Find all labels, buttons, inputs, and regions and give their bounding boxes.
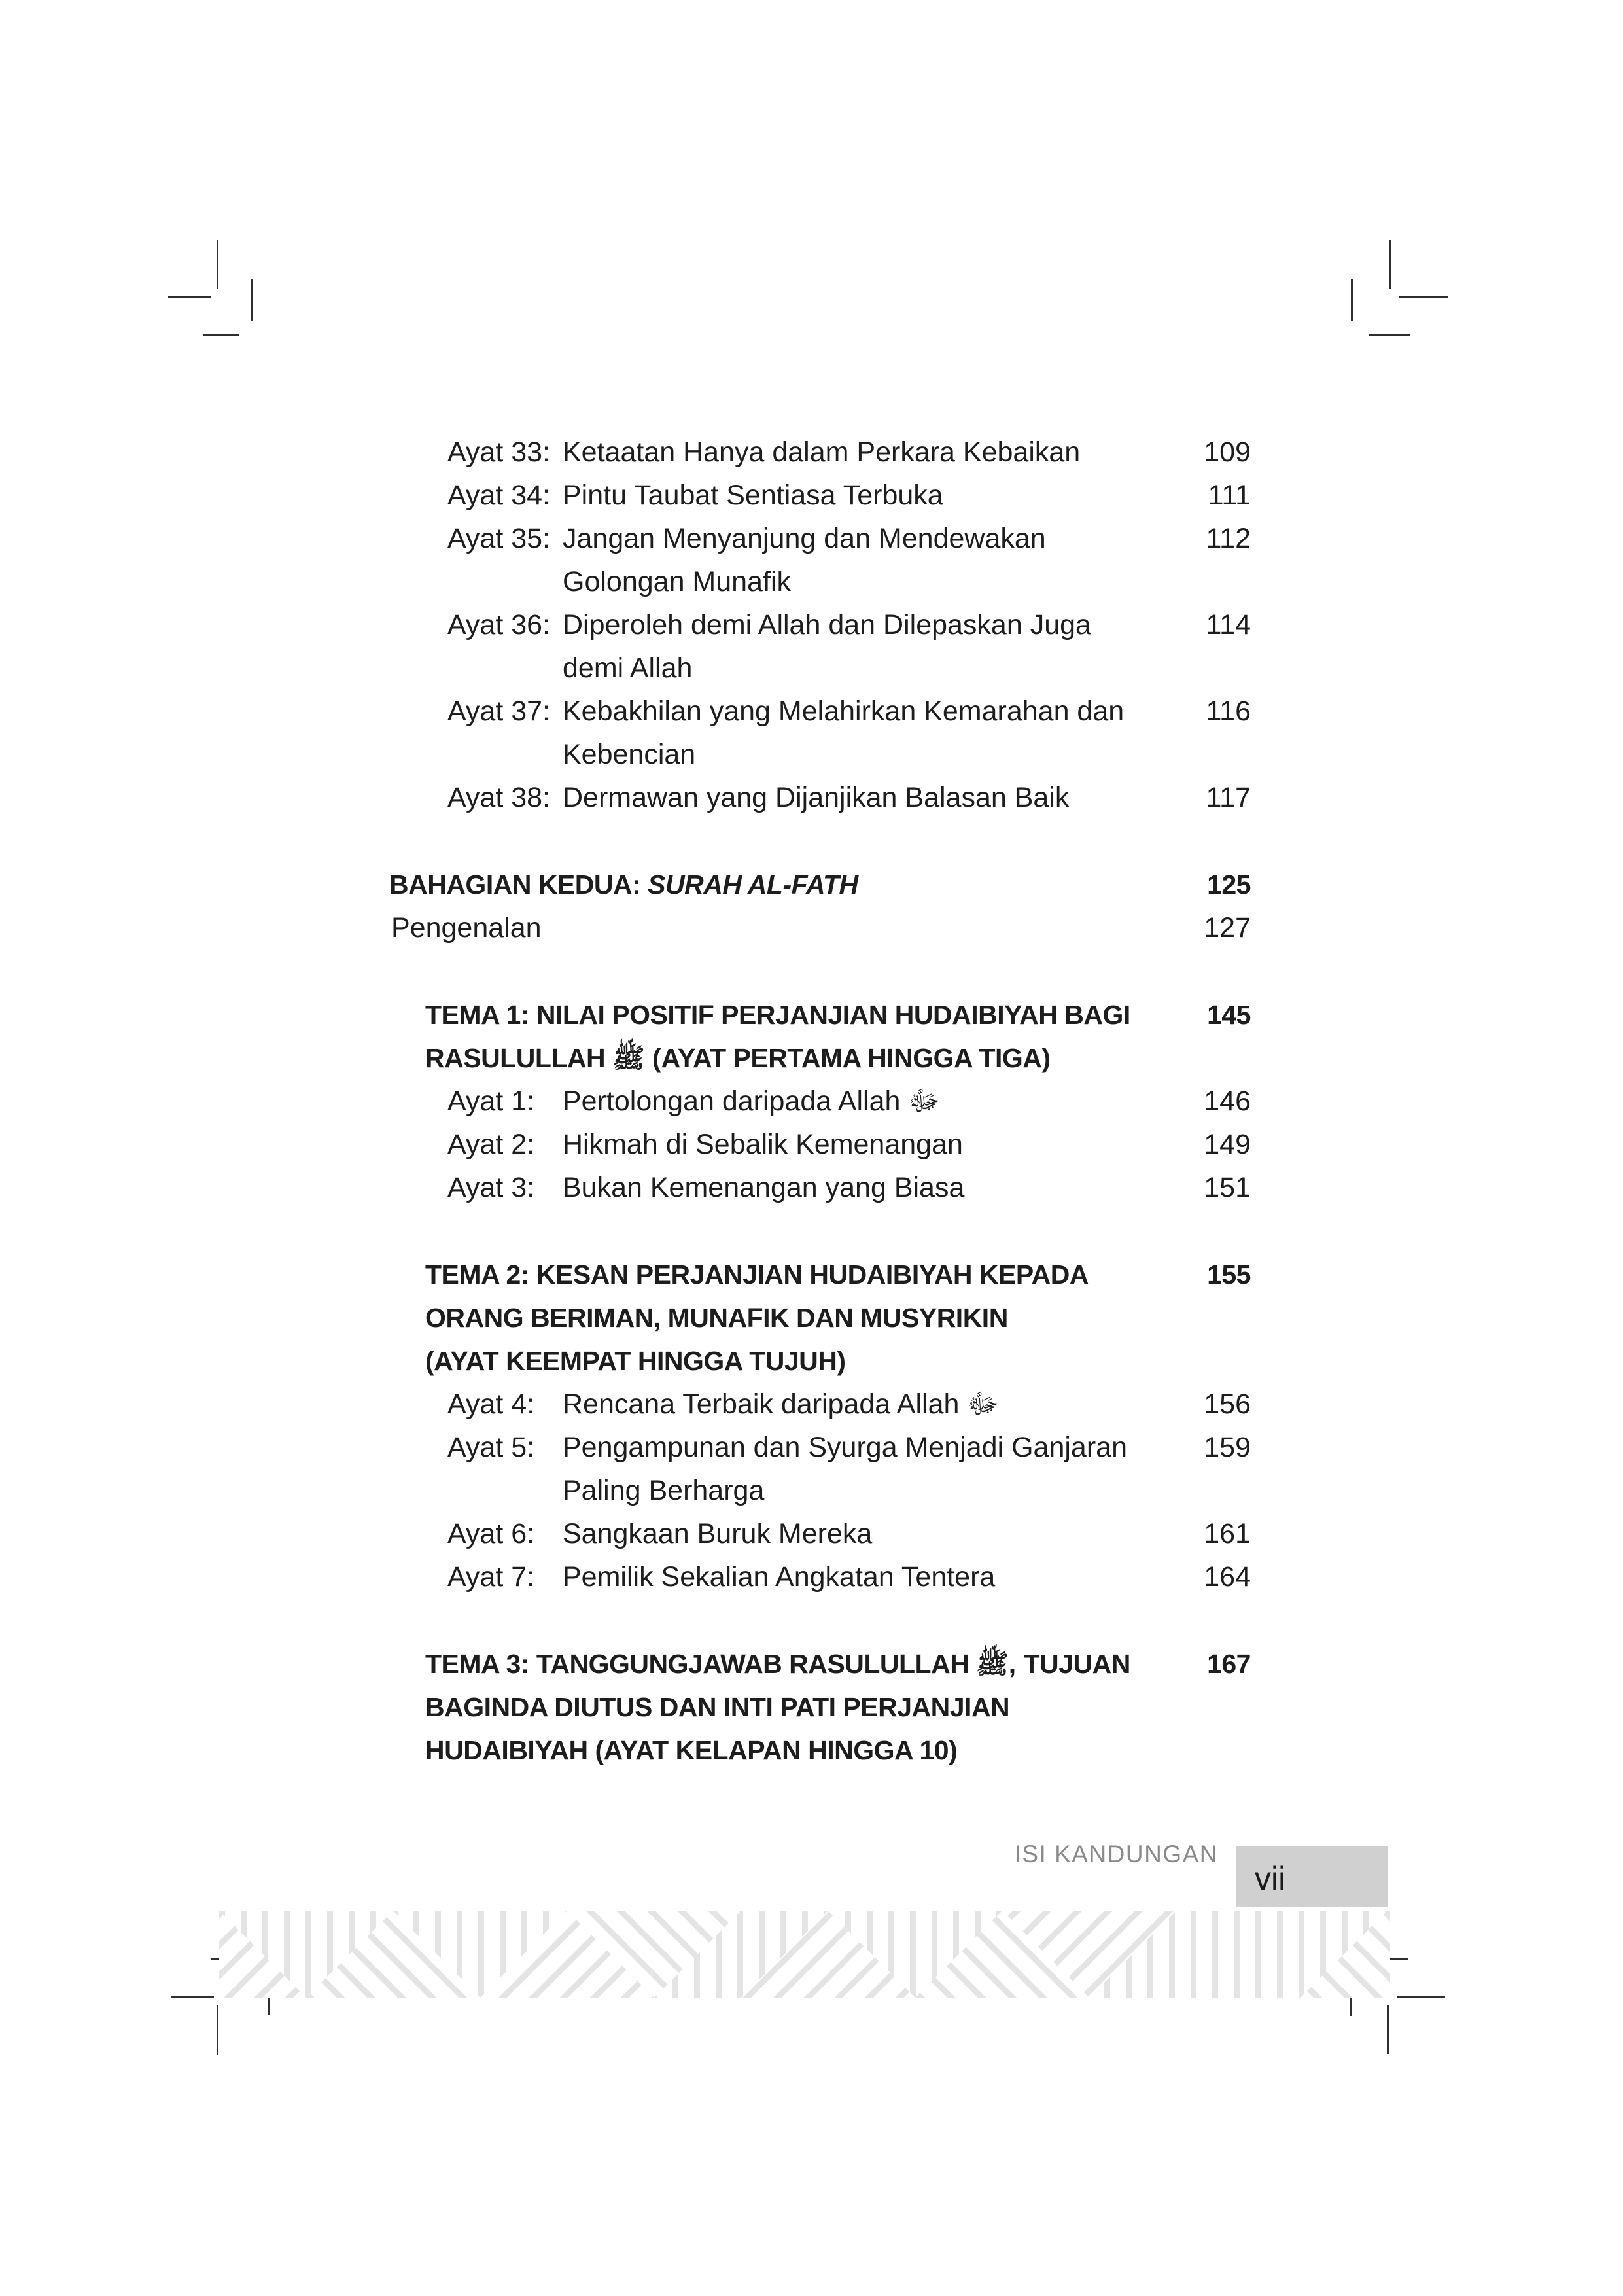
tema-line: HUDAIBIYAH (AYAT KELAPAN HINGGA 10) — [425, 1735, 958, 1765]
ayat-label: Ayat 3: — [447, 1172, 535, 1203]
toc-entry — [0, 517, 1623, 560]
entry-title: Rencana Terbaik daripada Allah ﷻ — [563, 1388, 999, 1420]
page-number: 112 — [1206, 523, 1251, 554]
page-number: 149 — [1204, 1129, 1251, 1160]
toc-entry — [0, 993, 1623, 1080]
tema-line: RASULULLAH ﷺ (AYAT PERTAMA HINGGA TIGA) — [425, 1043, 1051, 1073]
entry-title: Pemilik Sekalian Angkatan Tentera — [563, 1561, 996, 1593]
crop-mark — [217, 240, 218, 289]
toc-entry — [0, 1166, 1623, 1209]
ayat-label: Ayat 2: — [447, 1129, 535, 1160]
entry-title: TEMA 1: NILAI POSITIF PERJANJIAN HUDAIBIYAH BAGI — [425, 1000, 1130, 1030]
crop-mark — [1397, 1996, 1445, 1998]
toc-entry — [0, 906, 1623, 949]
toc-entry — [0, 1512, 1623, 1555]
decorative-pattern-band — [219, 1911, 1390, 1998]
toc-entry — [0, 431, 1623, 474]
page-number: 127 — [1204, 912, 1251, 944]
crop-mark — [1387, 2005, 1389, 2054]
tema-line: ORANG BERIMAN, MUNAFIK DAN MUSYRIKIN — [425, 1303, 1008, 1333]
toc-entry — [0, 776, 1623, 819]
entry-title: Kebakhilan yang Melahirkan Kemarahan dan — [563, 696, 1125, 727]
ayat-label: Ayat 4: — [447, 1388, 535, 1420]
crop-mark — [217, 2005, 218, 2055]
page-number: 156 — [1204, 1388, 1251, 1420]
toc-entry — [0, 603, 1623, 646]
entry-title: Bukan Kemenangan yang Biasa — [563, 1172, 965, 1203]
crop-mark — [1369, 334, 1410, 336]
folio-page-number: vii — [1255, 1860, 1286, 1897]
page-number: 151 — [1204, 1172, 1251, 1203]
tema-line — [425, 993, 1251, 1036]
page-number: 167 — [1207, 1649, 1251, 1679]
toc-entry — [0, 474, 1623, 517]
folio-box — [1236, 1846, 1388, 1907]
crop-mark — [1389, 240, 1391, 289]
page-number: 164 — [1204, 1561, 1251, 1593]
entry-title-continuation: demi Allah — [563, 652, 693, 684]
entry-title-continuation: Kebencian — [563, 739, 696, 770]
ayat-label: Ayat 33: — [447, 436, 550, 468]
crop-mark — [1351, 279, 1353, 321]
entry-title: Dermawan yang Dijanjikan Balasan Baik — [563, 782, 1070, 813]
toc-entry — [0, 690, 1623, 733]
entry-title-continuation: Golongan Munafik — [563, 566, 791, 597]
page-number: 116 — [1206, 696, 1251, 727]
entry-title: Pengenalan — [391, 912, 542, 944]
entry-title: Diperoleh demi Allah dan Dilepaskan Juga — [563, 609, 1091, 641]
tema-line: (AYAT KEEMPAT HINGGA TUJUH) — [425, 1346, 846, 1376]
crop-mark — [171, 1996, 214, 1998]
ayat-label: Ayat 37: — [447, 696, 550, 727]
page-number: 159 — [1204, 1432, 1251, 1463]
footer-section-label: ISI KANDUNGAN — [1014, 1841, 1218, 1867]
crop-mark — [251, 279, 253, 321]
entry-title: Pertolongan daripada Allah ﷻ — [563, 1086, 940, 1117]
page-number: 117 — [1206, 782, 1251, 813]
toc-entry — [0, 1253, 1623, 1383]
toc-entry — [0, 863, 1623, 906]
page-number: 146 — [1204, 1086, 1251, 1117]
ayat-label: Ayat 35: — [447, 523, 550, 554]
ayat-label: Ayat 6: — [447, 1518, 535, 1549]
page-number: 161 — [1204, 1518, 1251, 1549]
entry-title: Hikmah di Sebalik Kemenangan — [563, 1129, 963, 1160]
part-label: BAHAGIAN KEDUA: — [389, 870, 648, 900]
toc-entry — [0, 1123, 1623, 1166]
toc-entry — [0, 1383, 1623, 1426]
page-number: 125 — [1207, 870, 1251, 900]
entry-title-continuation: Paling Berharga — [563, 1475, 765, 1506]
entry-title: TEMA 2: KESAN PERJANJIAN HUDAIBIYAH KEPADA — [425, 1260, 1089, 1290]
ayat-label: Ayat 38: — [447, 782, 550, 813]
toc-entry — [0, 1642, 1623, 1772]
part-subtitle: SURAH AL-FATH — [648, 870, 858, 900]
entry-title: TEMA 3: TANGGUNGJAWAB RASULULLAH ﷺ, TUJUAN — [425, 1649, 1130, 1679]
page-number: 111 — [1208, 480, 1251, 511]
crop-mark — [203, 334, 239, 336]
ayat-label: Ayat 34: — [447, 480, 550, 511]
page-number: 109 — [1204, 436, 1251, 468]
page-number: 114 — [1206, 609, 1251, 641]
ayat-label: Ayat 1: — [447, 1086, 535, 1117]
toc-entry — [0, 1080, 1623, 1123]
entry-title: Ketaatan Hanya dalam Perkara Kebaikan — [563, 436, 1081, 468]
ayat-label: Ayat 5: — [447, 1432, 535, 1463]
entry-title: Sangkaan Buruk Mereka — [563, 1518, 873, 1549]
tema-line: BAGINDA DIUTUS DAN INTI PATI PERJANJIAN — [425, 1692, 1010, 1722]
tema-line — [425, 1642, 1251, 1686]
entry-title: Jangan Menyanjung dan Mendewakan — [563, 523, 1046, 554]
entry-title: Pintu Taubat Sentiasa Terbuka — [563, 480, 943, 511]
crop-mark — [1399, 296, 1448, 298]
entry-title: Pengampunan dan Syurga Menjadi Ganjaran — [563, 1432, 1127, 1463]
entry-title — [389, 863, 1178, 906]
crop-mark — [168, 296, 211, 298]
toc-list — [0, 431, 1623, 1772]
toc-entry — [0, 1555, 1623, 1598]
ayat-label: Ayat 7: — [447, 1561, 535, 1593]
ayat-label: Ayat 36: — [447, 609, 550, 641]
page-number: 145 — [1207, 1000, 1251, 1030]
toc-entry — [0, 1426, 1623, 1469]
page-number: 155 — [1207, 1260, 1251, 1290]
tema-line — [425, 1253, 1251, 1296]
